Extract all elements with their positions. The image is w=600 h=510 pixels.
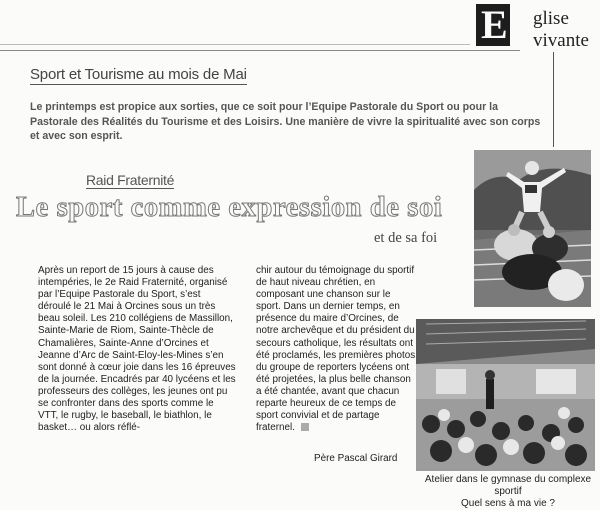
photo-raid-outdoor bbox=[474, 150, 591, 307]
header-rule-top bbox=[0, 44, 470, 45]
header-rule bbox=[0, 50, 520, 51]
article-headline: Le sport comme expression de soi bbox=[16, 192, 443, 223]
logo-letter: E bbox=[481, 2, 508, 47]
photo-caption bbox=[416, 474, 600, 510]
section-title: Sport et Tourisme au mois de Mai bbox=[30, 66, 247, 83]
photo-gymnasium bbox=[416, 319, 595, 471]
article-column-2 bbox=[256, 265, 416, 434]
photo-raid-outdoor-image bbox=[474, 150, 591, 307]
article-column-1: Après un report de 15 jours à cause des intempéries, le 2e Raid Fraternité, organisé par l’Equipe Pastorale du Sport, s’est déroulé le 21 Mai à Orcines sous un très beau soleil. Les 210 collégiens de Massillon, Sainte-Marie de Riom, Sainte-Thècle de Chamalières, Sainte-Anne d’Orcines et Jeanne d’Arc de Saint-Eloy-les-Mines s’en sont donné à cœur joie dans les 16 épreuves de la journée. Encadrés par 40 lycéens et les professeurs des collèges, les jeunes ont pu se confronter dans des sports comme le VTT, le rugby, le baseball, le biathlon, le basket… ou alors réflé- bbox=[38, 265, 236, 434]
article-subheadline: et de sa foi bbox=[374, 230, 438, 246]
publication-title: glise vivante bbox=[533, 8, 589, 51]
article-column-2-text: chir autour du témoignage du sportif de haut niveau chrétien, en composant une chanson sur le sport. Dans un dernier temps, en présence du maire d’Orcines, de notre archevêque et du président du secours catholique, les résultats ont été proclamés, les premières photos du groupe de reporters lycéens ont été projetées, la plus belle chanson a été chantée, avant que chacun reparte heureux de ce temps de sport convivial et de partage fraternel. bbox=[256, 265, 416, 434]
photo-gymnasium-image bbox=[416, 319, 595, 471]
vertical-rule bbox=[553, 52, 554, 147]
section-intro: Le printemps est propice aux sorties, que ce soit pour l’Equipe Pastorale du Sport ou pour la Pastorale des Réalités du Tourisme et des Loisirs. Une manière de vivre la spiritualité avec son corps et avec son esprit. bbox=[30, 101, 541, 142]
article-kicker: Raid Fraternité bbox=[86, 172, 175, 188]
photo-caption-line-1: Atelier dans le gymnase du complexe sportif bbox=[424, 474, 592, 497]
photo-caption-line-2: Quel sens à ma vie ? bbox=[461, 498, 555, 509]
article-signature: Père Pascal Girard bbox=[314, 453, 398, 464]
end-of-article-icon bbox=[301, 423, 309, 431]
